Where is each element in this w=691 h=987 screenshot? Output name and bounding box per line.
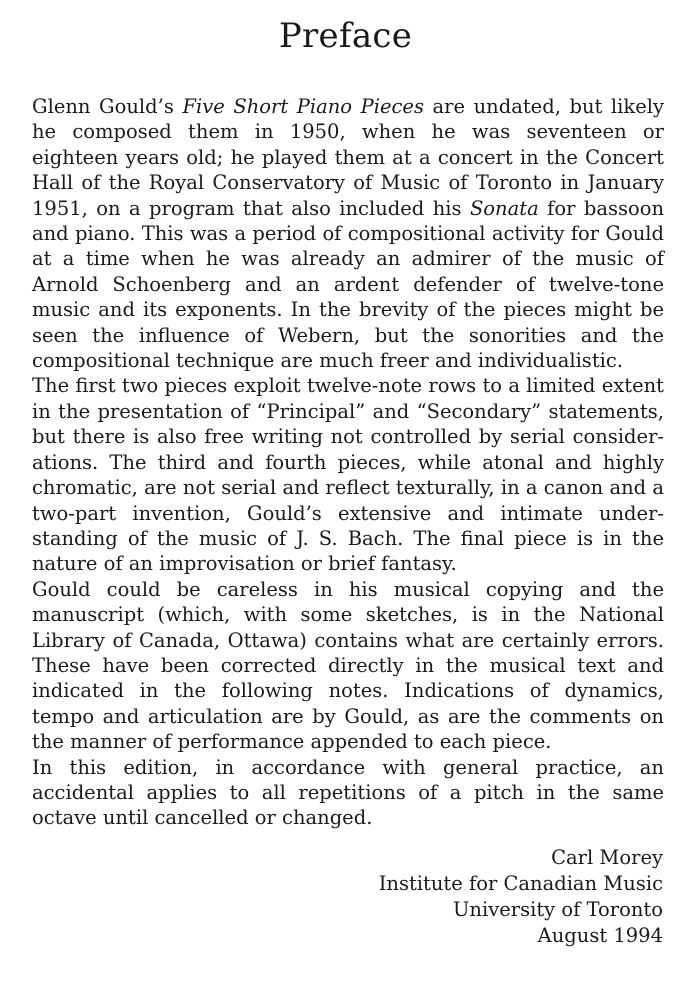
paragraph-3-text: Gould could be careless in his musical copying and the manuscript (which, with some sketches, is in the National Library of Canada, Ottawa) contains what are certainly errors. These have been corrected directly in the musical text and indicated in the following notes. Indications of dynamics, tempo and articulation are by Gould, as are the comments on the manner of performance appended to each piece. [32, 577, 664, 754]
paragraph-1 [32, 94, 664, 373]
signature-date: August 1994 [537, 924, 663, 947]
author-university: University of Toronto [453, 898, 663, 921]
paragraph-4-text: In this edition, in accordance with general practice, an accidental applies to all repetitions of a pitch in the same octave until cancelled or changed. [32, 755, 664, 830]
paragraph-1-segment-1: Glenn Gould’s [32, 95, 183, 118]
work-title-sonata: Sonata [469, 196, 539, 220]
signature-block [379, 845, 663, 949]
paragraph-3 [32, 577, 664, 755]
paragraph-4 [32, 755, 664, 831]
paragraph-2 [32, 373, 664, 576]
paragraph-1-segment-3: are undated, but likely he composed them in 1950, when he was seventeen or eighteen years old; he played them at a concert in the Concert Hall of the Royal Conservatory of Music of Toronto in January 1951, on a program that also included his [32, 95, 665, 220]
preface-body [32, 94, 664, 831]
author-institute: Institute for Canadian Music [378, 872, 663, 895]
paragraph-1-segment-5: for bassoon and piano. This was a period of compositional activity for Gould at a time when he was already an admirer of the music of Arnold Schoenberg and an ardent defender of twelve-tone music and its exponents. In the brevity of the pieces might be seen the influence of Webern, but the sonorities and the compositional technique are much freer and individualistic. [32, 196, 665, 373]
work-title-five-short-piano-pieces: Five Short Piano Pieces [182, 95, 424, 118]
author-name: Carl Morey [551, 846, 663, 869]
page-title: Preface [278, 16, 413, 56]
paragraph-2-text: The first two pieces exploit twelve-note rows to a limited extent in the presentation of “Principal” and “Secondary” statements, but there is also free writing not controlled by serial considerations. The third and fourth pieces, while atonal and highly chromatic, are not serial and reflect texturally, in a canon and a two-part invention, Gould’s extensive and intimate understanding of the music of J. S. Bach. The final piece is in the nature of an improvisation or brief fantasy. [32, 374, 664, 576]
